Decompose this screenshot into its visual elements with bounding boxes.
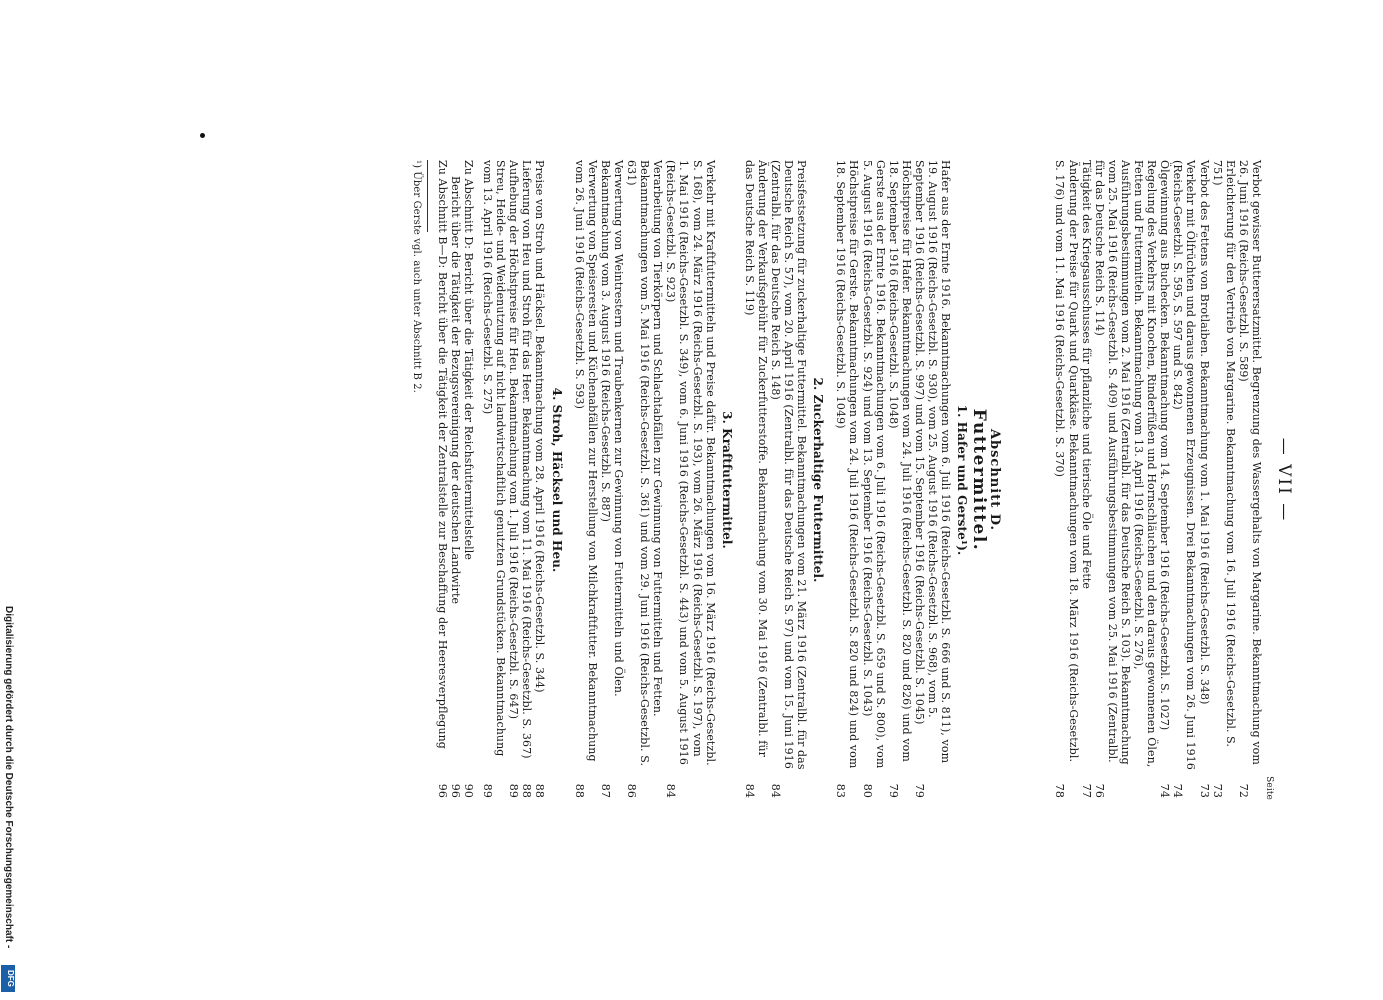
toc-entry <box>1171 160 1197 800</box>
toc-entry <box>1158 160 1171 800</box>
toc-entry <box>599 160 625 800</box>
toc-entry-page: 88 <box>520 783 534 798</box>
dfg-logo: DFG <box>1 965 15 992</box>
toc-entry <box>507 160 520 800</box>
toc-entry <box>625 160 664 800</box>
toc-entry <box>462 160 475 800</box>
section-subtitle: Futtermittel. <box>969 408 990 552</box>
toc-entry-text: Zu Abschnitt B—D: Bericht über die Tätigkeit der Zentralstelle zur Beschaffung der Heeresverpflegung <box>435 160 449 749</box>
sub1-entries <box>834 160 952 800</box>
sub2-entries <box>743 160 808 800</box>
toc-entry <box>1053 160 1079 800</box>
seite-label: Seite <box>1263 776 1274 800</box>
toc-entry-text: Verkehr mit Kraftfuttermitteln und Preise dafür. Bekanntmachungen vom 16. März 1916 (Reichs-Gesetzbl. S. 168), vom 24. März 1916 (Reichs-Gesetzbl. S. 193), vom 26. März 1916 (Reichs-Gesetzbl. S. 197), vom 1. Mai 1916 (Reichs-Gesetzbl. S. 349), vom 6. Juni 1916 (Reichs-Gesetzbl. S. 443) und vom 5. August 1916 (Reichs-Gesetzbl. S. 923) <box>664 160 717 766</box>
footnote: ¹) Über Gerste vgl. auch unter Abschnitt B 2. <box>410 160 422 393</box>
toc-entry-text: Regelung des Verkehrs mit Knochen, Rinderfüßen und Hornschläuchen und den daraus gewonnenen Ölen, Fetten und Futtermitteln. Bekanntmachung vom 13. April 1916 (Reichs-Gesetzbl. S. 276), Ausführungsbestimmungen vom 2. Mai 1916 (Zentralbl. für das Deutsche Reich S. 103). Bekanntmachung vom 25. Mai 1916 (Reichs-Gesetzbl. S. 409) und Ausführungsbestimmungen vom 25. Mai 1916 (Zentralbl. für das Deutsche Reich S. 114) <box>1092 160 1159 768</box>
toc-entry-page: 79 <box>886 783 900 798</box>
toc-entry-page: 79 <box>912 783 926 798</box>
rotated-page <box>180 160 1294 800</box>
sub3-entries <box>573 160 717 800</box>
toc-entry <box>769 160 808 800</box>
toc-entry-text: Gerste aus der Ernte 1916. Bekanntmachungen vom 6. Juli 1916 (Reichs-Gesetzbl. S. 659 und S. 800), vom 5. August 1916 (Reichs-Gesetzbl. S. 924) und vom 13. September 1916 (Reichs-Gesetzbl. S. 1043) <box>860 160 887 769</box>
sub1-heading: 1. Hafer und Gerste¹). <box>955 404 970 556</box>
section-title: Abschnitt D. <box>987 428 1003 532</box>
toc-entry-page: 73 <box>1210 783 1224 798</box>
page-number: — VII — <box>1274 437 1294 523</box>
dfg-credit-text: Digitalisierung gefördert durch die Deutsche Forschungsgemeinschaft - <box>3 606 14 949</box>
toc-entry <box>436 160 449 800</box>
toc-entry <box>1093 160 1158 800</box>
toc-entry-page: 72 <box>1236 783 1250 798</box>
toc-entry <box>533 160 546 800</box>
toc-entry <box>860 160 886 800</box>
toc-entry-page: 73 <box>1197 783 1211 798</box>
toc-entry-text: Preisfestsetzung für zuckerhaltige Futtermittel. Bekanntmachungen vom 21. März 1916 (Zentralbl. für das Deutsche Reich S. 57), vom 20. April 1916 (Zentralbl. für das Deutsche Reich S. 97) und vom 15. Juni 1916 (Zentralbl. für das Deutsche Reich S. 148) <box>769 160 809 770</box>
sub4-entries <box>481 160 546 800</box>
toc-entry-text: Ölgewinnung aus Buchecken. Bekanntmachung vom 14. September 1916 (Reichs-Gesetzbl. S. 1027) <box>1158 160 1172 731</box>
toc-entry-text: Verbot gewisser Butterersatzmittel. Begrenzung des Wassergehalts von Margarine. Bekanntmachung vom 26. Juni 1916 (Reichs-Gesetzbl. S. 589) <box>1236 160 1263 765</box>
toc-entry <box>743 160 769 800</box>
toc-entry-text: Aufhebung der Höchstpreise für Heu. Bekanntmachung vom 1. Juli 1916 (Reichs-Gesetzbl. S. 647) <box>507 160 521 720</box>
scan-speck <box>200 133 205 138</box>
toc-entry-text: Verarbeitung von Tierkörpern und Schlachtabfällen zur Gewinnung von Futtermitteln und Fetten. Bekanntmachungen vom 5. Mai 1916 (Reichs-Gesetzbl. S. 361) und vom 29. Juni 1916 (Reichs-Gesetzbl. S. 631) <box>625 160 665 767</box>
toc-entry-page: 90 <box>462 783 476 798</box>
toc-entry-page: 86 <box>625 783 639 798</box>
toc-entry <box>449 160 462 800</box>
toc-entry-text: Erleichterung für den Vertrieb von Margarine. Bekanntmachung vom 16. Juli 1916 (Reichs-Gesetzbl. S. 751) <box>1210 160 1237 748</box>
toc-entry <box>913 160 952 800</box>
sub4-heading: 4. Stroh, Häcksel und Heu. <box>549 387 564 573</box>
toc-entry-page: 88 <box>533 783 547 798</box>
toc-entry-text: Höchstpreise für Gerste. Bekanntmachungen vom 24. Juli 1916 (Reichs-Gesetzbl. S. 820 und 824) und vom 18. September 1916 (Reichs-Gesetzbl. S. 1049) <box>834 160 861 769</box>
toc-entry-text: Änderung der Verkaufsgebühr für Zuckerfutterstoffe. Bekanntmachung vom 30. Mai 1916 (Zentralbl. für das Deutsche Reich S. 119) <box>742 160 769 758</box>
toc-entry-page: 78 <box>1053 783 1067 798</box>
toc-entry <box>1237 160 1263 800</box>
sub2-heading: 2. Zuckerhaltige Futtermittel. <box>811 377 826 583</box>
toc-entry-page: 80 <box>860 783 874 798</box>
toc-entry-text: Streu, Heide- und Weidenutzung auf nicht landwirtschaftlich genutzten Grundstücken. Bekanntmachung vom 13. April 1916 (Reichs-Gesetzbl. S. 275) <box>481 160 508 757</box>
entries-bottom <box>436 160 475 800</box>
toc-entry <box>520 160 533 800</box>
toc-entry <box>664 160 716 800</box>
toc-entry-page: 87 <box>598 783 612 798</box>
toc-entry-text: Verkehr mit Ölfrüchten und daraus gewonnenen Erzeugnissen. Drei Bekanntmachungen vom 26. Juni 1916 (Reichs-Gesetzbl. S. 595, S. 597 und S. 842) <box>1171 160 1198 770</box>
toc-entry <box>481 160 507 800</box>
toc-entry-page: 84 <box>664 783 678 798</box>
toc-entry <box>1211 160 1237 800</box>
toc-entry <box>573 160 599 800</box>
toc-entry-page: 96 <box>435 783 449 798</box>
toc-entry-page: 88 <box>572 783 586 798</box>
toc-entry-page: 77 <box>1079 783 1093 798</box>
toc-entry-text: Änderung der Preise für Quark und Quarkkäse. Bekanntmachungen vom 18. März 1916 (Reichs-Gesetzbl. S. 176) und vom 11. Mai 1916 (Reichs-Gesetzbl. S. 370) <box>1053 160 1080 763</box>
toc-entry-text: Lieferung von Heu und Stroh für das Heer. Bekanntmachung vom 11. Mai 1916 (Reichs-Gesetzbl. S. 367) <box>520 160 534 759</box>
toc-entry-page: 74 <box>1171 783 1185 798</box>
toc-entry <box>887 160 913 800</box>
toc-entry-text: Tätigkeit des Kriegsausschusses für pflanzliche und tierische Öle und Fette <box>1079 160 1093 589</box>
toc-entry <box>1197 160 1210 800</box>
dfg-sidebar <box>0 0 18 1000</box>
sub3-heading: 3. Kraftfuttermittel. <box>719 411 734 549</box>
toc-entry-page: 96 <box>448 783 462 798</box>
entries-top <box>1053 160 1263 800</box>
toc-entry-text: Zu Abschnitt D: Bericht über die Tätigkeit der Reichsfuttermittelstelle <box>462 160 476 561</box>
toc-entry-page: 84 <box>769 783 782 798</box>
toc-entry-page: 76 <box>1092 783 1106 798</box>
toc-entry-text: Höchstpreise für Hafer. Bekanntmachungen vom 24. Juli 1916 (Reichs-Gesetzbl. S. 820 und 826) und vom 18. September 1916 (Reichs-Gesetzbl. S. 1048) <box>886 160 913 762</box>
toc-entry-page: 74 <box>1158 783 1172 798</box>
toc-entry-text: Verwertung von Weintrestern und Traubenkernen zur Gewinnung von Futtermitteln und Ölen. Bekanntmachung vom 3. August 1916 (Reichs-Gesetzbl. S. 887) <box>598 160 625 697</box>
toc-entry-page: 89 <box>481 783 495 798</box>
toc-entry-text: Verwertung von Speiseresten und Küchenabfällen zur Herstellung von Milchkraftfutter. Bekanntmachung vom 26. Juni 1916 (Reichs-Gesetzbl. S. 593) <box>572 160 599 762</box>
toc-entry-page: 84 <box>742 783 756 798</box>
toc-entry-text: Hafer aus der Ernte 1916. Bekanntmachungen vom 6. Juli 1916 (Reichs-Gesetzbl. S. 666 und S. 811), vom 19. August 1916 (Reichs-Gesetzbl. S. 930), vom 25. August 1916 (Reichs-Gesetzbl. S. 968), vom 5. September 1916 (Reichs-Gesetzbl. S. 997) und vom 15. September 1916 (Reichs-Gesetzbl. S. 1045) <box>912 160 953 764</box>
toc-entry-page: 89 <box>507 783 521 798</box>
toc-entry-page: 83 <box>834 783 848 798</box>
toc-entry <box>1080 160 1093 800</box>
toc-entry <box>834 160 860 800</box>
toc-entry-text: Verbot des Fettens von Brotlaiben. Bekanntmachung vom 1. Mai 1916 (Reichs-Gesetzbl. S. 348) <box>1197 160 1211 705</box>
footnote-rule <box>427 160 428 232</box>
toc-entry-text: Bericht über die Tätigkeit der Bezugsvereinigung der deutschen Landwirte <box>448 176 462 605</box>
toc-entry-text: Preise von Stroh und Häcksel. Bekanntmachung vom 28. April 1916 (Reichs-Gesetzbl. S. 344) <box>533 160 547 693</box>
